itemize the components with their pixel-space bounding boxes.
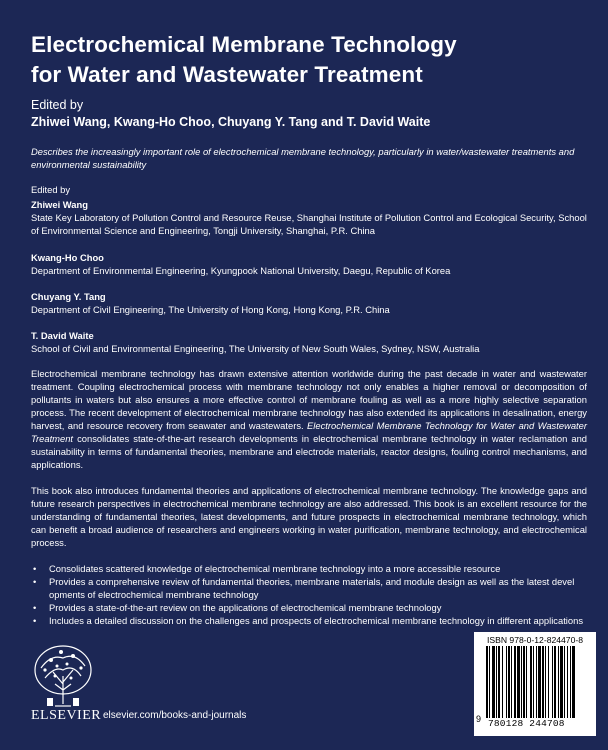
editor-name: T. David Waite	[31, 330, 94, 341]
book-description: Describes the increasingly important role of electrochemical membrane technology, particularly in water/wastewater treatments and environmental sustainability	[31, 146, 575, 170]
barcode-bar	[533, 646, 534, 718]
book-title	[31, 30, 457, 90]
barcode-bar	[514, 646, 516, 718]
editor-affiliation: State Key Laboratory of Pollution Control and Resource Reuse, Shanghai Institute of Pollution Control and Ecological Security, School of Environmental Science and Engineering, Tongji University, Shanghai, P.R. China	[31, 212, 587, 236]
list-item-text: Provides a state-of-the-art review on the applications of electrochemical membrane technology	[49, 602, 442, 613]
bullet-icon: •	[33, 602, 37, 613]
synopsis-text: Electrochemical membrane technology has drawn extensive attention worldwide during the past decade in water and wastewater treatment. Coupling electrochemical process with membrane technology not only enables a higher removal or decomposition of pollutants in waters but also ensures a more effective control of membrane fouling as well as a more highly selective separation process. The recent development of electrochemical membrane technology has also extended its applications in desalination, energy harvest, and resource recovery from seawater and wastewaters.	[31, 368, 587, 431]
barcode-first-digit: 9	[476, 714, 482, 724]
editor-entry	[31, 251, 591, 277]
barcode-icon	[486, 646, 590, 718]
list-item	[31, 614, 591, 627]
barcode-bar	[564, 646, 565, 718]
barcode-bar	[542, 646, 544, 718]
barcode-bar	[526, 646, 527, 718]
editor-entry	[31, 329, 591, 355]
barcode-bar	[517, 646, 520, 718]
title-line-1: Electrochemical Membrane Technology	[31, 32, 457, 57]
editor-entry	[31, 290, 591, 316]
barcode-bar	[548, 646, 549, 718]
bullet-icon: •	[33, 615, 37, 626]
barcode-bar	[552, 646, 553, 718]
synopsis-text: consolidates state-of-the-art research developments in electrochemical membrane technology in water reclamation and sustainability in terms of fundamental theories, membrane and electrode materials, reactor designs, fouling control mechanisms, and applications.	[31, 433, 587, 470]
barcode-bar	[506, 646, 507, 718]
barcode-bar	[489, 646, 490, 718]
barcode-digits: 780128 244708	[488, 718, 565, 729]
barcode-bar	[521, 646, 522, 718]
barcode-bar	[502, 646, 503, 718]
editor-name: Chuyang Y. Tang	[31, 291, 106, 302]
barcode-bar	[523, 646, 525, 718]
isbn-number: ISBN 978-0-12-824470-8	[486, 635, 584, 645]
synopsis-paragraph-1	[31, 367, 587, 471]
edited-by-label-2: Edited by	[31, 184, 71, 195]
list-item-text: Provides a comprehensive review of fundamental theories, membrane materials, and module design as well as the latest devel opments of electrochemical membrane technology	[49, 576, 575, 600]
list-item	[31, 575, 591, 601]
editor-name: Zhiwei Wang	[31, 199, 88, 210]
barcode-bar	[511, 646, 512, 718]
editor-entry	[31, 198, 591, 237]
publisher-url[interactable]: elsevier.com/books-and-journals	[103, 710, 247, 721]
barcode-bar	[492, 646, 495, 718]
barcode-bar	[496, 646, 497, 718]
barcode-bar	[570, 646, 571, 718]
barcode-bar	[536, 646, 537, 718]
barcode-bar	[486, 646, 488, 718]
editors-line: Zhiwei Wang, Kwang-Ho Choo, Chuyang Y. Tang and T. David Waite	[31, 115, 431, 129]
barcode-bar	[545, 646, 546, 718]
barcode-bar	[508, 646, 510, 718]
barcode-bar	[538, 646, 541, 718]
feature-list	[31, 562, 591, 627]
barcode-bar	[572, 646, 575, 718]
publisher-name: ELSEVIER	[31, 708, 102, 723]
list-item-text: Consolidates scattered knowledge of electrochemical membrane technology into a more accessible resource	[49, 563, 501, 574]
list-item	[31, 601, 591, 614]
editor-name: Kwang-Ho Choo	[31, 252, 104, 263]
book-title-italic: Electrochemical Membrane Technology for Water and Wastewater Treatment	[31, 420, 587, 444]
bullet-icon: •	[33, 563, 37, 574]
editor-affiliation: Department of Civil Engineering, The University of Hong Kong, Hong Kong, P.R. China	[31, 304, 390, 315]
editor-affiliation: School of Civil and Environmental Engineering, The University of New South Wales, Sydney, NSW, Australia	[31, 343, 480, 354]
list-item-text: Includes a detailed discussion on the challenges and prospects of electrochemical membrane technology in different applications	[49, 615, 584, 626]
isbn-barcode-box	[474, 632, 596, 736]
editor-affiliation: Department of Environmental Engineering, Kyungpook National University, Daegu, Republic of Korea	[31, 265, 451, 276]
barcode-bar	[567, 646, 568, 718]
barcode-bar	[558, 646, 559, 718]
barcode-bar	[554, 646, 556, 718]
barcode-bar	[498, 646, 500, 718]
title-line-2: for Water and Wastewater Treatment	[31, 62, 423, 87]
synopsis-paragraph-2: This book also introduces fundamental theories and applications of electrochemical membrane technology. The knowledge gaps and future research perspectives in electrochemical membrane technology are also addressed. This book is an excellent resource for the understanding of fundamental theories, latest developments, and future prospects in electrochemical membrane technology, which can benefit a broad audience of researchers and engineers working in water purification, membrane technology, and electrochemical process.	[31, 485, 587, 548]
edited-by-label: Edited by	[31, 98, 84, 112]
barcode-bar	[560, 646, 563, 718]
list-item	[31, 562, 591, 575]
barcode-bar	[530, 646, 532, 718]
bullet-icon: •	[33, 576, 37, 587]
